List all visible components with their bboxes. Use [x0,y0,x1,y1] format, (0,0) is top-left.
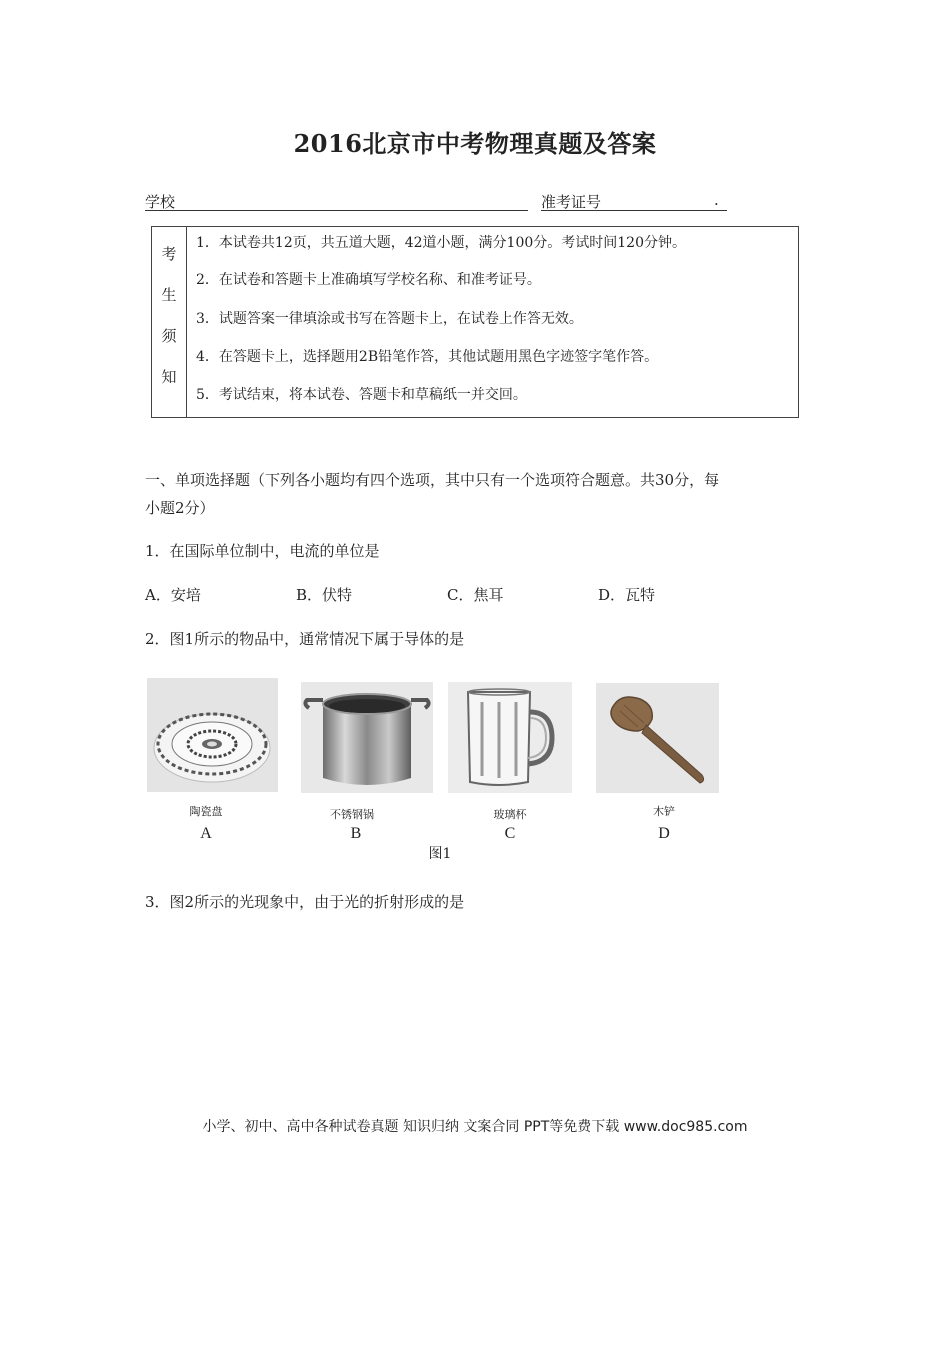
figure-letter-c: C [504,825,516,842]
page-footer: 小学、初中、高中各种试卷真题 知识归纳 文案合同 PPT等免费下载 www.doc985.com [202,1119,748,1135]
notice-item: 1．本试卷共12页，共五道大题，42道小题，满分100分。考试时间120分钟。 [196,235,686,251]
steel-pot-icon [301,682,433,793]
exam-id-underline [541,210,727,211]
figure-caption-c: 玻璃杯 [493,808,527,821]
figure-caption-b: 不锈钢锅 [330,808,374,821]
notice-item: 5．考试结束，将本试卷、答题卡和草稿纸一并交回。 [196,387,527,403]
figure-caption-d: 木铲 [653,805,675,818]
question-2-text: 2．图1所示的物品中，通常情况下属于导体的是 [145,630,465,648]
page-title: 2016北京市中考物理真题及答案 [293,129,657,158]
exam-id-label: 准考证号 [541,193,602,211]
figure-letter-a: A [200,825,212,842]
school-label: 学校 [145,193,176,211]
notice-side-column [152,227,187,417]
question-1-text: 1．在国际单位制中，电流的单位是 [145,542,380,560]
notice-item: 3．试题答案一律填涂或书写在答题卡上，在试卷上作答无效。 [196,311,583,327]
exam-id-mark: . [714,191,719,209]
notice-side-char: 须 [161,327,177,345]
section-heading-line2: 小题2分） [145,499,215,517]
ceramic-plate-image [147,678,278,792]
notice-side-char: 知 [161,368,177,386]
figure-1-label: 图1 [428,846,452,862]
q1-option-c: C．焦耳 [447,586,504,604]
q1-option-b: B．伏特 [296,586,353,604]
wooden-spatula-image [596,683,719,793]
notice-side-char: 生 [161,286,177,304]
notice-item: 2．在试卷和答题卡上准确填写学校名称、和准考证号。 [196,272,541,288]
figure-caption-a: 陶瓷盘 [189,805,223,818]
notice-side-char: 考 [161,245,177,263]
steel-pot-image [301,682,433,793]
glass-mug-image [448,682,572,793]
figure-letter-d: D [658,825,670,842]
ceramic-plate-icon [147,678,278,792]
section-heading-line1: 一、单项选择题（下列各小题均有四个选项，其中只有一个选项符合题意。共30分，每 [145,471,720,489]
glass-mug-icon [448,682,572,793]
q1-option-d: D．瓦特 [598,586,656,604]
exam-notice-box [151,226,799,418]
figure-letter-b: B [350,825,362,842]
school-underline [145,210,528,211]
q1-option-a: A．安培 [145,586,201,604]
question-3-text: 3．图2所示的光现象中，由于光的折射形成的是 [145,893,465,911]
wooden-spatula-icon [596,683,719,793]
notice-item: 4．在答题卡上，选择题用2B铅笔作答，其他试题用黑色字迹签字笔作答。 [196,349,659,365]
